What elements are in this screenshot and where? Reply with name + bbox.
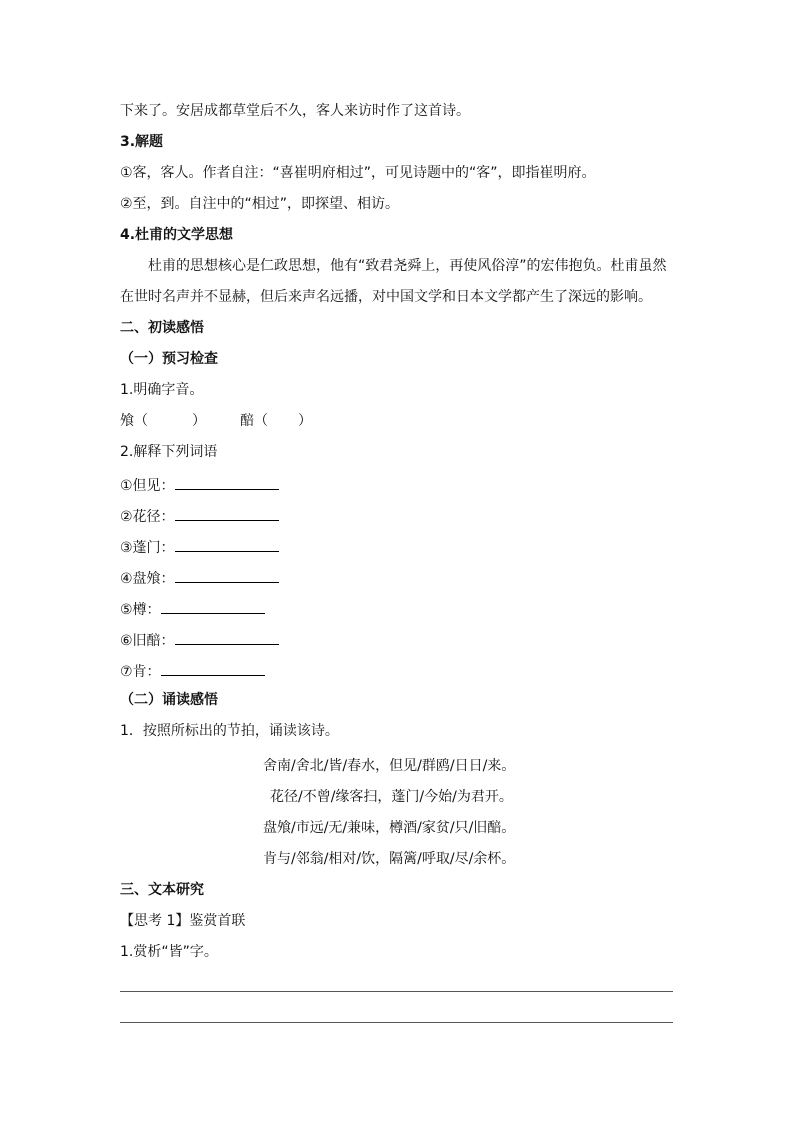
section-4-paragraph-line-1: 杜甫的思想核心是仁政思想，他有“致君尧舜上，再使风俗淳”的宏伟抱负。杜甫虽然 xyxy=(148,258,667,274)
term-row-3 xyxy=(120,535,279,558)
poem-line-1: 舍南/舍北/皆/春水，但见/群鸥/日日/来。 xyxy=(263,758,516,774)
recite-instruction: 1．按照所标出的节拍，诵读该诗。 xyxy=(120,723,339,739)
poem-line-4: 肯与/邻翁/相对/饮，隔篱/呼取/尽/余杯。 xyxy=(263,851,516,867)
char-sun-label: 飧（ xyxy=(120,413,148,429)
term-label: ①但见： xyxy=(120,478,175,494)
answer-blank[interactable] xyxy=(175,473,279,490)
term-label: ②花径： xyxy=(120,509,175,525)
poem-line-3: 盘飧/市远/无/兼味，樽酒/家贫/只/旧醅。 xyxy=(263,820,516,836)
section-3-item-1: ①客，客人。作者自注：“喜崔明府相过”，可见诗题中的“客”，即指崔明府。 xyxy=(120,165,596,181)
term-label: ⑥旧醅： xyxy=(120,633,175,649)
intro-text: 下来了。安居成都草堂后不久，客人来访时作了这首诗。 xyxy=(120,103,470,119)
vocabulary-question: 2.解释下列词语 xyxy=(120,444,218,460)
answer-blank[interactable] xyxy=(175,566,279,583)
term-row-4 xyxy=(120,566,279,589)
answer-line-1[interactable] xyxy=(120,991,673,992)
char-pei-label: 醅（ xyxy=(240,413,268,429)
section-3-item-2: ②至，到。自注中的“相过”，即探望、相访。 xyxy=(120,196,400,212)
term-label: ⑤樽： xyxy=(120,602,161,618)
char-sun-close: ） xyxy=(192,413,206,429)
answer-blank[interactable] xyxy=(175,628,279,645)
term-row-5 xyxy=(120,597,265,620)
part-2-heading: 二、初读感悟 xyxy=(120,320,204,336)
term-label: ⑦肯： xyxy=(120,664,161,680)
part-3-heading: 三、文本研究 xyxy=(120,882,204,898)
answer-blank[interactable] xyxy=(161,659,265,676)
term-label: ④盘飧： xyxy=(120,571,175,587)
question-jie: 1.赏析“皆”字。 xyxy=(120,944,218,960)
answer-blank[interactable] xyxy=(175,504,279,521)
section-4-paragraph-line-2: 在世时名声并不显赫，但后来声名远播，对中国文学和日本文学都产生了深远的影响。 xyxy=(120,289,652,305)
char-pei-close: ） xyxy=(298,413,312,429)
pronunciation-question: 1.明确字音。 xyxy=(120,382,204,398)
term-row-6 xyxy=(120,628,279,651)
answer-line-2[interactable] xyxy=(120,1022,673,1023)
poem-line-2: 花径/不曾/缘客扫，蓬门/今始/为君开。 xyxy=(270,789,513,805)
pronunciation-row xyxy=(120,411,312,431)
section-3-heading: 3.解题 xyxy=(120,134,164,150)
recite-heading: （二）诵读感悟 xyxy=(120,692,218,708)
term-label: ③蓬门： xyxy=(120,540,175,556)
preview-check-heading: （一）预习检查 xyxy=(120,351,218,367)
section-4-heading: 4.杜甫的文学思想 xyxy=(120,227,234,243)
answer-blank[interactable] xyxy=(161,597,265,614)
term-row-1 xyxy=(120,473,279,496)
answer-blank[interactable] xyxy=(175,535,279,552)
term-row-7 xyxy=(120,659,265,682)
think-1-label: 【思考 1】鉴赏首联 xyxy=(120,913,246,929)
term-row-2 xyxy=(120,504,279,527)
